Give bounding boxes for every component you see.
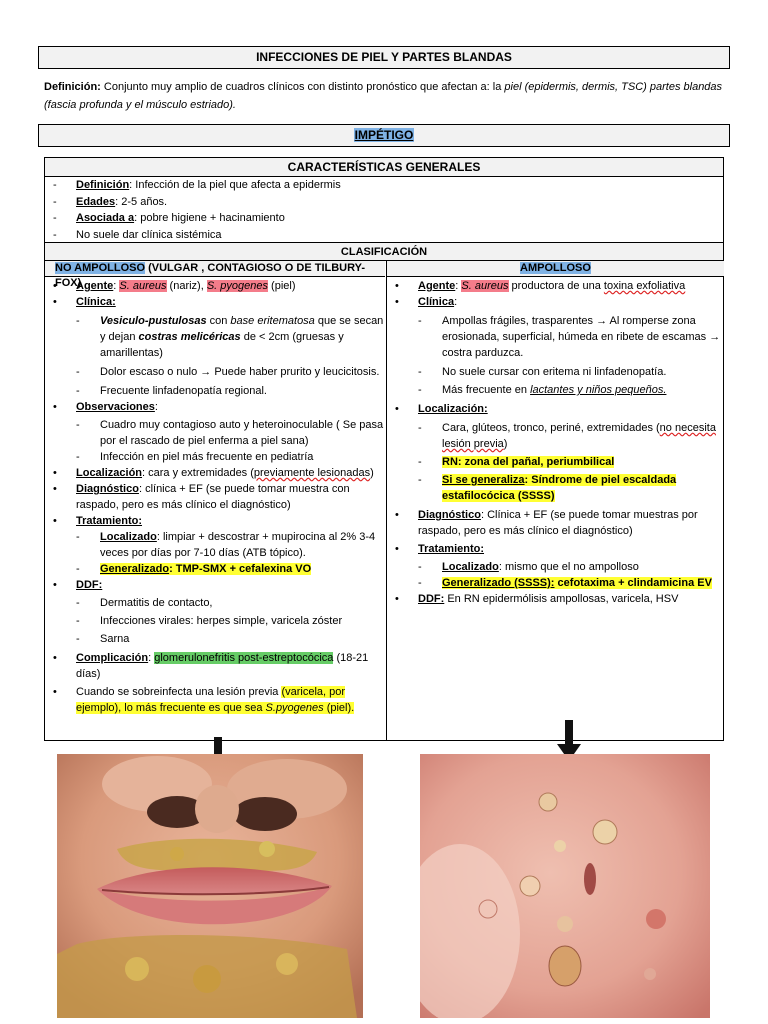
item-text: Cara, glúteos, tronco, periné, extremidades ( bbox=[442, 422, 660, 434]
bullous-title bbox=[387, 261, 724, 277]
item-label: Tratamiento: bbox=[76, 515, 143, 527]
highlight: S. aureus bbox=[119, 280, 167, 292]
list-item bbox=[45, 210, 723, 227]
list-item bbox=[45, 313, 385, 361]
general-list bbox=[45, 177, 723, 243]
non-bullous-title-main: NO AMPOLLOSO bbox=[55, 262, 146, 274]
item-label: Asociada a bbox=[76, 212, 135, 224]
list-item bbox=[387, 454, 724, 470]
list-item bbox=[45, 227, 723, 244]
item-label: Generalizado (SSSS): bbox=[442, 577, 555, 589]
list-item bbox=[45, 481, 385, 513]
list-item bbox=[45, 631, 385, 647]
item-label: Complicación bbox=[76, 652, 149, 664]
item-label: Edades bbox=[76, 195, 116, 208]
blisters-photo bbox=[420, 754, 710, 1018]
list-item bbox=[45, 294, 385, 310]
list-item bbox=[387, 507, 724, 539]
general-header bbox=[45, 158, 723, 177]
list-item bbox=[45, 561, 385, 577]
highlight: Si se generaliza bbox=[442, 474, 525, 486]
list-item bbox=[45, 650, 385, 682]
item-text: ) bbox=[370, 467, 374, 479]
item-label: Clínica: bbox=[76, 296, 116, 308]
section-title-bar bbox=[38, 124, 730, 147]
item-text: Dermatitis de contacto, bbox=[100, 597, 213, 609]
highlight: (varicela, por ejemplo), lo más frecuente es que sea bbox=[76, 686, 346, 714]
item-label: Localización: bbox=[418, 403, 488, 415]
item-label: Agente bbox=[76, 280, 114, 292]
definition-label: Definición: bbox=[44, 81, 101, 93]
item-text: no necesita lesión previa bbox=[442, 422, 716, 450]
item-text: Más frecuente en bbox=[442, 384, 531, 396]
item-text: : clínica + EF (se puede tomar muestra con raspado, pero es más clínico el diagnóstico) bbox=[76, 483, 350, 511]
item-text: No suele dar clínica sistémica bbox=[76, 228, 222, 241]
item-text: Frecuente linfadenopatía regional. bbox=[100, 385, 267, 397]
list-item: • Agente: S. aureus (nariz), S. pyogenes (piel) bbox=[45, 278, 385, 294]
item-text: (piel) bbox=[268, 280, 296, 292]
list-item bbox=[45, 595, 385, 611]
classification-header-text: CLASIFICACIÓN bbox=[340, 246, 428, 258]
highlight: : Síndrome de piel escaldada estafilocócica (SSSS) bbox=[442, 474, 677, 502]
item-text: Vesiculo-pustulosas bbox=[100, 315, 207, 327]
list-item bbox=[387, 541, 724, 557]
item-label: DDF: bbox=[418, 593, 445, 605]
item-text: No suele cursar con eritema ni linfadenopatía. bbox=[442, 366, 667, 378]
item-label: Localizado bbox=[442, 561, 499, 573]
list-item: • Clínica: bbox=[387, 294, 724, 310]
general-header-text: CARACTERÍSTICAS GENERALES bbox=[287, 160, 481, 174]
list-item bbox=[45, 449, 385, 465]
highlight: (piel). bbox=[323, 702, 355, 714]
item-label: Diagnóstico bbox=[76, 483, 139, 495]
item-label: Observaciones bbox=[76, 401, 155, 413]
list-item bbox=[387, 591, 724, 607]
list-item bbox=[387, 472, 724, 504]
item-label: Agente bbox=[418, 280, 456, 292]
list-item bbox=[387, 313, 724, 361]
definition-paragraph bbox=[44, 78, 734, 114]
list-item bbox=[45, 417, 385, 449]
item-text: que se secan y dejan bbox=[100, 315, 384, 343]
classification-header bbox=[45, 242, 723, 261]
list-item: • Observaciones: bbox=[45, 399, 385, 415]
item-text: : pobre higiene + hacinamiento bbox=[134, 212, 285, 224]
item-text: : cara y extremidades ( bbox=[142, 467, 254, 479]
item-text: (nariz), bbox=[166, 280, 207, 292]
item-text: : mismo que el no ampolloso bbox=[498, 561, 639, 573]
page-title: INFECCIONES DE PIEL Y PARTES BLANDAS bbox=[256, 50, 512, 64]
item-text: Infecciones virales: herpes simple, varicela zóster bbox=[100, 615, 343, 627]
item-text: : limpiar + descostrar + mupirocina al 2% 3-4 veces por días por 7-10 días (ATB tópico). bbox=[100, 531, 376, 559]
page-title-bar bbox=[38, 46, 730, 69]
non-bullous-column bbox=[45, 261, 385, 716]
definition-italic: piel (epidermis, dermis, TSC) partes blandas (fascia profunda y el músculo estriado). bbox=[44, 81, 723, 111]
section-title: IMPÉTIGO bbox=[354, 128, 414, 142]
list-item bbox=[45, 613, 385, 629]
item-text: Cuadro muy contagioso auto y heteroinoculable ( Se pasa por el rascado de piel enferma a piel sana) bbox=[100, 419, 384, 447]
item-text: : TMP-SMX + cefalexina VO bbox=[169, 563, 312, 575]
list-item bbox=[45, 383, 385, 399]
list-item: • Agente: S. aureus productora de una toxina exfoliativa bbox=[387, 278, 724, 294]
list-item bbox=[45, 684, 385, 716]
list-item bbox=[45, 577, 385, 593]
list-item bbox=[387, 382, 724, 398]
item-text: toxina exfoliativa bbox=[603, 280, 686, 292]
item-text: Infección en piel más frecuente en pediatría bbox=[100, 451, 314, 463]
item-text: de < 2cm (gruesas y amarillentas) bbox=[100, 331, 344, 359]
list-item bbox=[45, 529, 385, 561]
list-item bbox=[45, 364, 385, 380]
item-text: : 2-5 años. bbox=[115, 195, 168, 208]
item-label: Tratamiento: bbox=[418, 543, 485, 555]
list-item bbox=[387, 559, 724, 575]
highlight: glomerulonefritis post-estreptocócica bbox=[154, 652, 334, 664]
item-text: previamente lesionadas bbox=[253, 467, 371, 479]
impetigo-table bbox=[44, 157, 724, 741]
item-text: : bbox=[148, 652, 155, 664]
list-item bbox=[387, 401, 724, 417]
item-text: con bbox=[206, 315, 231, 327]
list-item bbox=[45, 177, 723, 194]
item-text: costras melicéricas bbox=[138, 331, 241, 343]
item-text: Cuando se sobreinfecta una lesión previa bbox=[76, 686, 282, 698]
bullous-column bbox=[386, 261, 724, 740]
non-bullous-title-rest: (VULGAR , CONTAGIOSO O DE TILBURY-FOX) bbox=[55, 262, 366, 289]
lips-impetigo-photo bbox=[57, 754, 363, 1018]
item-label: Localización bbox=[76, 467, 143, 479]
list-item bbox=[45, 465, 385, 481]
item-text: (18-21 días) bbox=[76, 652, 369, 680]
list-item bbox=[45, 513, 385, 529]
definition-text: Conjunto muy amplio de cuadros clínicos con distinto pronóstico que afectan a: la bbox=[100, 81, 505, 93]
item-label: Generalizado bbox=[100, 563, 170, 575]
item-text: cefotaxima + clindamicina EV bbox=[554, 577, 712, 589]
item-text: base eritematosa bbox=[230, 315, 315, 327]
item-text: ) bbox=[503, 438, 508, 450]
item-label: DDF: bbox=[76, 579, 103, 591]
item-label: Definición bbox=[76, 179, 130, 191]
item-text: : Infección de la piel que afecta a epidermis bbox=[129, 179, 341, 191]
item-label: Clínica bbox=[418, 296, 455, 308]
list-item bbox=[387, 575, 724, 591]
highlight: S. aureus bbox=[461, 280, 509, 292]
item-text: En RN epidermólisis ampollosas, varicela, HSV bbox=[444, 593, 679, 605]
item-text: Ampollas frágiles, trasparentes → Al romperse zona erosionada, superficial, húmeda en ribete de escamas → costra parduzca. bbox=[442, 315, 721, 359]
item-label: Localizado bbox=[100, 531, 157, 543]
item-label: Diagnóstico bbox=[418, 509, 481, 521]
item-text: lactantes y niños pequeños. bbox=[530, 384, 667, 396]
item-text: Sarna bbox=[100, 633, 130, 645]
item-text: : Clínica + EF (se puede tomar muestras por raspado, pero es más clínico el diagnóstico) bbox=[418, 509, 698, 537]
list-item bbox=[387, 364, 724, 380]
highlight: RN: zona del pañal, periumbilical bbox=[442, 456, 615, 468]
bullous-title-text: AMPOLLOSO bbox=[520, 262, 591, 274]
item-text: productora de una bbox=[508, 280, 604, 292]
list-item bbox=[387, 420, 724, 452]
list-item bbox=[45, 194, 723, 211]
highlight: S.pyogenes bbox=[265, 702, 324, 714]
item-text: Dolor escaso o nulo → Puede haber prurito y leucicitosis. bbox=[100, 366, 380, 378]
highlight: S. pyogenes bbox=[206, 280, 268, 292]
